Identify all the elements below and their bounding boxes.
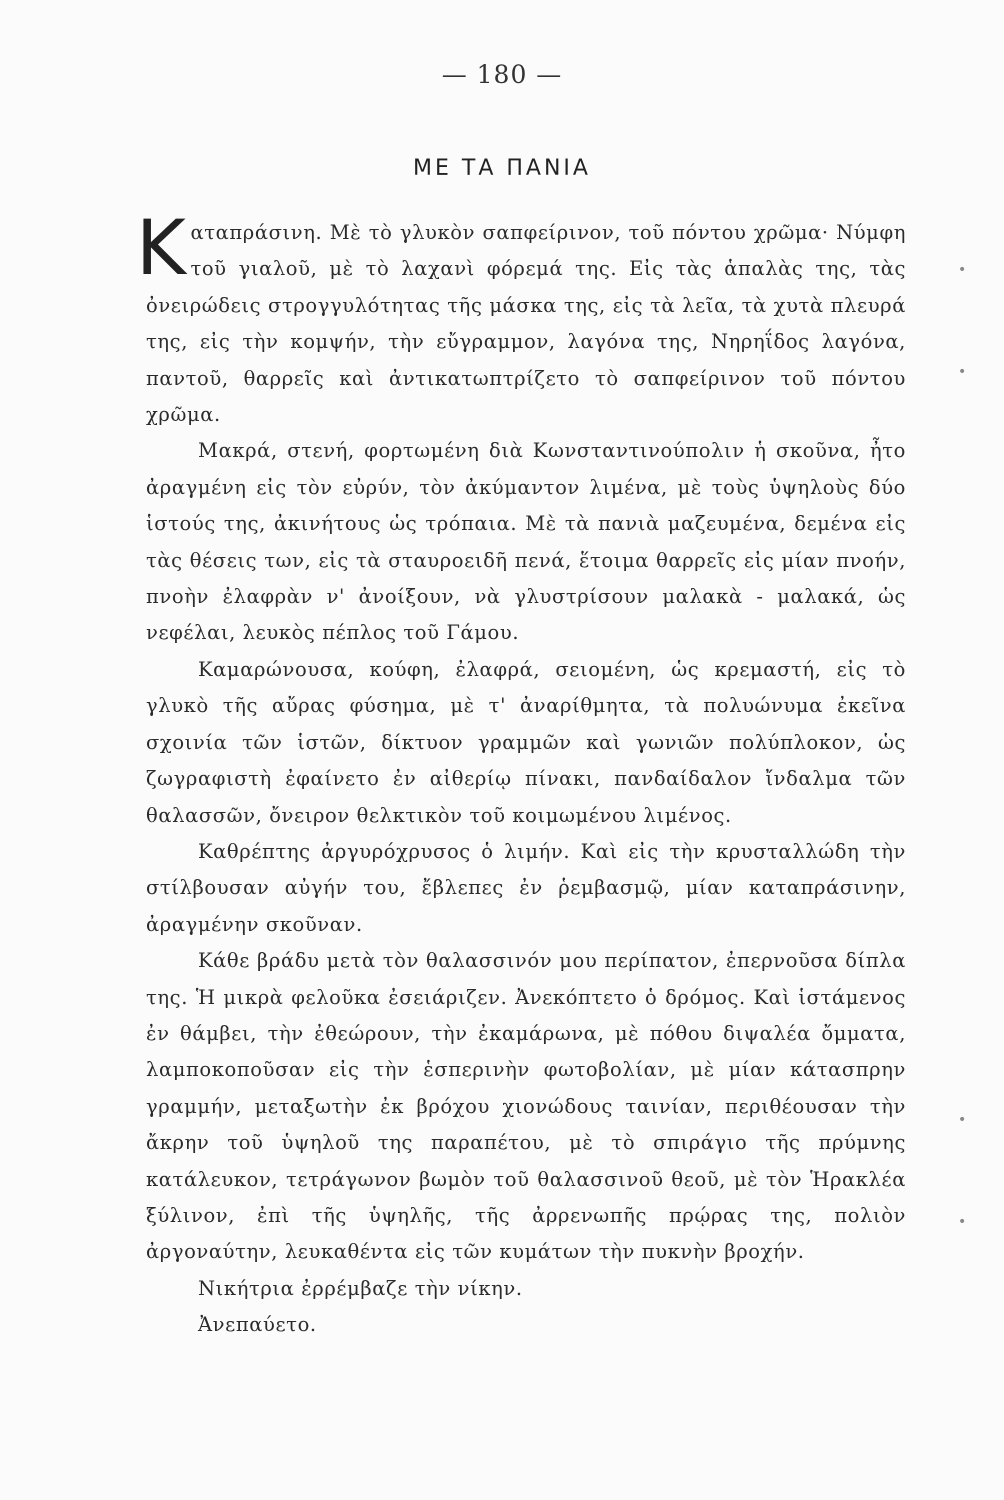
paragraph-2: Μακρά, στενή, φορτωμένη διὰ Κωνσταντινούπολιν ἡ σκοῦνα, ἦτο ἀραγμένη εἰς τὸν εὐρύν, τὸν ἀκύμαντον λιμένα, μὲ τοὺς ὑψηλοὺς δύο ἱστούς της, ἀκινήτους ὡς τρόπαια. Μὲ τὰ πανιὰ μαζευμένα, δεμένα εἰς τὰς θέσεις των, εἰς τὰ σταυροειδῆ πενά, ἕτοιμα θαρρεῖς εἰς μίαν πνοήν, πνοὴν ἐλαφρὰν ν' ἀνοίξουν, νὰ γλυστρίσουν μαλακὰ - μαλακά, ὡς νεφέλαι, λευκὸς πέπλος τοῦ Γάμου.: [146, 439, 906, 645]
margin-speck: •: [958, 1112, 967, 1128]
paragraph-6: Νικήτρια ἐρρέμβαζε τὴν νίκην.: [198, 1276, 523, 1300]
margin-speck: •: [958, 364, 967, 380]
drop-cap: Κ: [136, 203, 187, 292]
paragraph-4: Καθρέπτης ἀργυρόχρυσος ὁ λιμήν. Καὶ εἰς τὴν κρυσταλλώδη τὴν στίλβουσαν αὐγήν του, ἔβλεπες ἐν ῥεμβασμῷ, μίαν καταπράσινην, ἀραγμένην σκοῦναν.: [146, 839, 906, 936]
paragraph-7: Ἀνεπαύετο.: [198, 1313, 317, 1337]
margin-speck: •: [958, 1214, 967, 1230]
chapter-title: ΜΕ ΤΑ ΠΑΝΙΑ: [413, 156, 591, 181]
body-text: [136, 203, 906, 1344]
margin-speck: •: [958, 262, 967, 278]
paragraph-1-text: αταπράσινη. Μὲ τὸ γλυκὸν σαπφείρινον, τοῦ πόντου χρῶμα· Νύμφη τοῦ γιαλοῦ, μὲ τὸ λαχανὶ φόρεμά της. Εἰς τὰς ἁπαλὰς της, τὰς ὀνειρώδεις στρογγυλότητας τῆς μάσκα της, εἰς τὰ λεῖα, τὰ χυτὰ πλευρά της, εἰς τὴν κομψήν, τὴν εὔγραμμον, λαγόνα της, Νηρηΐδος λαγόνα, παντοῦ, θαρρεῖς καὶ ἀντικατωπτρίζετο τὸ σαπφείρινον τοῦ πόντου χρῶμα.: [146, 221, 906, 427]
paragraph-3: Καμαρώνουσα, κούφη, ἐλαφρά, σειομένη, ὡς κρεμαστή, εἰς τὸ γλυκὸ τῆς αὔρας φύσημα, μὲ τ' ἀναρίθμητα, τὰ πολυώνυμα ἐκεῖνα σχοινία τῶν ἱστῶν, δίκτυον γραμμῶν καὶ γωνιῶν πολύπλοκον, ὡς ζωγραφιστὴ ἐφαίνετο ἐν αἰθερίῳ πίνακι, πανδαίδαλον ἴνδαλμα τῶν θαλασσῶν, ὄνειρον θελκτικὸν τοῦ κοιμωμένου λιμένος.: [146, 657, 906, 827]
paragraph-1: [136, 203, 906, 433]
paragraph-5: Κάθε βράδυ μετὰ τὸν θαλασσινόν μου περίπατον, ἐπερνοῦσα δίπλα της. Ἡ μικρὰ φελοῦκα ἐσειάριζεν. Ἀνεκόπτετο ὁ δρόμος. Καὶ ἱστάμενος ἐν θάμβει, τὴν ἐθεώρουν, τὴν ἐκαμάρωνα, μὲ πόθου διψαλέα ὄμματα, λαμποκοποῦσαν εἰς τὴν ἑσπερινὴν φωτοβολίαν, μὲ μίαν κάτασπρην γραμμήν, μεταξωτὴν ἐκ βρόχου χιονώδους ταινίαν, περιθέουσαν τὴν ἄκρην τοῦ ὑψηλοῦ της παραπέτου, μὲ τὸ σπιράγιο τῆς πρύμνης κατάλευκον, τετράγωνον βωμὸν τοῦ θαλασσινοῦ θεοῦ, μὲ τὸν Ἡρακλέα ξύλινον, ἐπὶ τῆς ὑψηλῆς, τῆς ἀρρενωπῆς πρῴρας της, πολιὸν ἀργοναύτην, λευκαθέντα εἰς τῶν κυμάτων τὴν πυκνὴν βροχήν.: [146, 949, 906, 1264]
page-number: — 180 —: [441, 60, 563, 89]
